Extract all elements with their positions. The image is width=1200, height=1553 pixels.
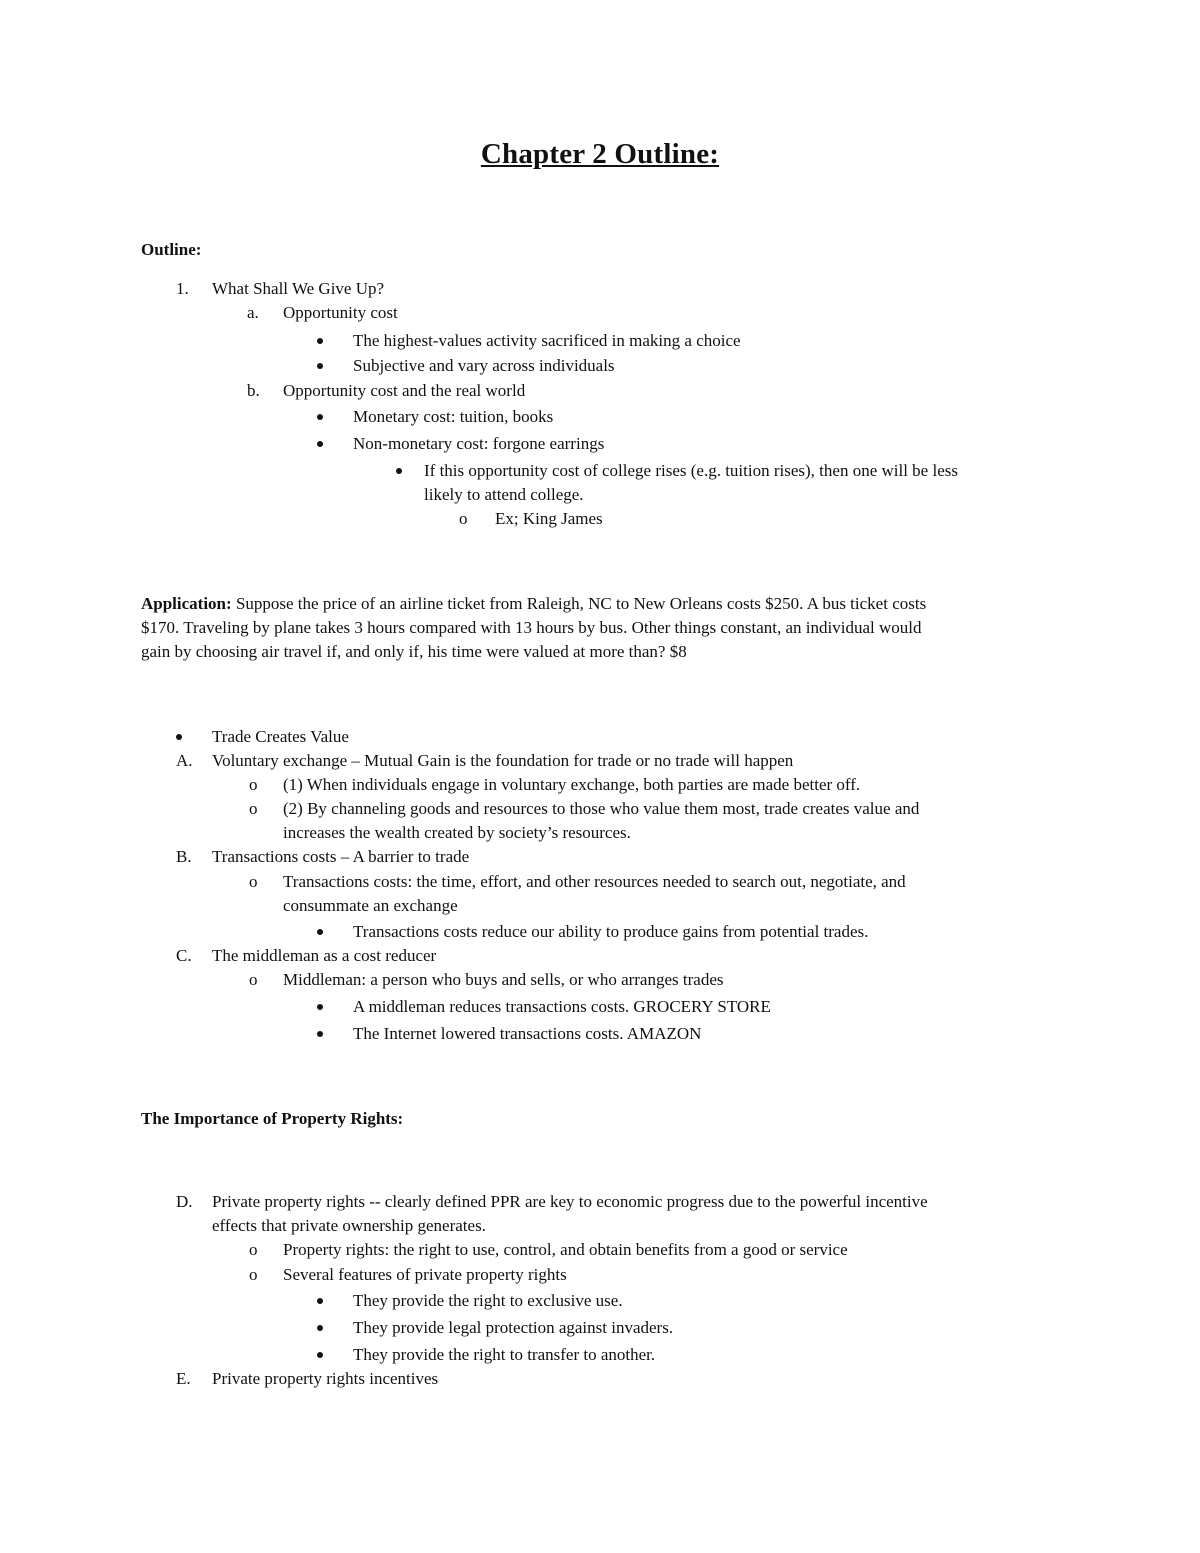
list-item-text: Several features of private property rights <box>283 1265 567 1284</box>
list-item-text: (1) When individuals engage in voluntary exchange, both parties are made better off. <box>283 775 861 794</box>
list-item-text: Monetary cost: tuition, books <box>353 407 554 426</box>
bullet-icon <box>317 414 323 420</box>
bullet-icon <box>317 1325 323 1331</box>
bullet-icon <box>317 441 323 447</box>
list-marker: o <box>249 872 258 891</box>
list-marker: o <box>249 1265 258 1284</box>
paragraph-line: $170. Traveling by plane takes 3 hours compared with 13 hours by bus. Other things constant, an individual would <box>141 618 922 637</box>
trade-item-c <box>176 946 437 966</box>
list-item-text: A middleman reduces transactions costs. GROCERY STORE <box>353 997 771 1016</box>
outline-item-1b <box>247 381 526 401</box>
trade-item-bullet <box>353 1024 701 1044</box>
property-item-bullet <box>353 1291 623 1311</box>
list-item-text: Property rights: the right to use, control, and obtain benefits from a good or service <box>283 1240 848 1259</box>
bullet-icon <box>317 338 323 344</box>
list-item-text: Trade Creates Value <box>212 727 349 746</box>
outline-item-bullet <box>424 461 958 481</box>
bullet-icon <box>317 1031 323 1037</box>
list-marker: o <box>249 775 258 794</box>
outline-item-1a <box>247 303 398 323</box>
bullet-icon <box>317 929 323 935</box>
outline-item-bullet <box>353 434 604 454</box>
list-item-text: Private property rights incentives <box>212 1369 439 1388</box>
property-item-d <box>176 1192 928 1212</box>
property-heading: The Importance of Property Rights: <box>141 1109 404 1128</box>
list-item-text: If this opportunity cost of college rises (e.g. tuition rises), then one will be less <box>424 461 958 480</box>
list-item-text: Transactions costs reduce our ability to produce gains from potential trades. <box>353 922 869 941</box>
list-marker: E. <box>176 1369 191 1388</box>
trade-item-bullet <box>353 997 771 1017</box>
property-item-sub <box>249 1265 567 1285</box>
list-item-text: Transactions costs – A barrier to trade <box>212 847 470 866</box>
property-item-sub <box>249 1240 848 1260</box>
trade-item-continuation <box>283 823 631 843</box>
bullet-icon <box>176 734 182 740</box>
list-item-text: consummate an exchange <box>283 896 458 915</box>
list-item-text: Opportunity cost <box>283 303 398 322</box>
list-marker: o <box>249 1240 258 1259</box>
list-item-text: Opportunity cost and the real world <box>283 381 526 400</box>
bullet-icon <box>317 1298 323 1304</box>
list-item-text: They provide legal protection against invaders. <box>353 1318 674 1337</box>
list-item-text: Voluntary exchange – Mutual Gain is the foundation for trade or no trade will happen <box>212 751 794 770</box>
property-item-continuation <box>212 1216 486 1236</box>
list-marker: o <box>459 509 468 528</box>
page-title: Chapter 2 Outline: <box>480 138 720 170</box>
trade-item-sub <box>249 799 920 819</box>
bullet-icon <box>396 468 402 474</box>
bullet-icon <box>317 1352 323 1358</box>
outline-item-bullet <box>353 407 553 427</box>
outline-heading: Outline: <box>141 240 202 259</box>
paragraph-line <box>141 592 1041 616</box>
list-item-text: Ex; King James <box>495 509 603 528</box>
paragraph-text: Suppose the price of an airline ticket from Raleigh, NC to New Orleans costs $250. A bus ticket costs <box>231 594 927 613</box>
list-marker: a. <box>247 303 259 322</box>
list-item-text: Middleman: a person who buys and sells, or who arranges trades <box>283 970 724 989</box>
list-marker: o <box>249 970 258 989</box>
trade-item-bullet <box>212 727 349 747</box>
list-item-text: The Internet lowered transactions costs. AMAZON <box>353 1024 702 1043</box>
application-paragraph <box>141 592 1041 664</box>
list-marker: A. <box>176 751 193 770</box>
bullet-icon <box>317 1004 323 1010</box>
list-marker: 1. <box>176 279 189 298</box>
list-item-text: The highest-values activity sacrificed in making a choice <box>353 331 741 350</box>
application-label: Application: <box>141 594 232 613</box>
outline-item-continuation <box>424 485 584 505</box>
trade-item-sub <box>249 775 861 795</box>
trade-item-sub <box>249 872 906 892</box>
trade-item-b <box>176 847 470 867</box>
paragraph-line: gain by choosing air travel if, and only if, his time were valued at more than? $8 <box>141 642 687 661</box>
property-item-e <box>176 1369 439 1389</box>
trade-item-sub <box>249 970 724 990</box>
property-item-bullet <box>353 1318 673 1338</box>
list-item-text: Subjective and vary across individuals <box>353 356 615 375</box>
list-item-text: increases the wealth created by society’s resources. <box>283 823 631 842</box>
list-marker: B. <box>176 847 192 866</box>
outline-item-1 <box>176 279 385 299</box>
list-item-text: They provide the right to transfer to another. <box>353 1345 656 1364</box>
outline-item-bullet <box>353 356 615 376</box>
trade-item-continuation <box>283 896 458 916</box>
list-item-text: likely to attend college. <box>424 485 584 504</box>
outline-item-bullet <box>353 331 741 351</box>
property-item-bullet <box>353 1345 655 1365</box>
list-item-text: Non-monetary cost: forgone earrings <box>353 434 605 453</box>
list-item-text: The middleman as a cost reducer <box>212 946 437 965</box>
trade-item-bullet <box>353 922 868 942</box>
list-item-text: effects that private ownership generates. <box>212 1216 486 1235</box>
outline-item-sub <box>459 509 603 529</box>
list-marker: D. <box>176 1192 193 1211</box>
list-item-text: They provide the right to exclusive use. <box>353 1291 623 1310</box>
list-marker: C. <box>176 946 192 965</box>
list-item-text: (2) By channeling goods and resources to those who value them most, trade creates value and <box>283 799 920 818</box>
list-marker: b. <box>247 381 260 400</box>
list-item-text: Transactions costs: the time, effort, and other resources needed to search out, negotiate, and <box>283 872 906 891</box>
list-item-text: What Shall We Give Up? <box>212 279 385 298</box>
trade-item-a <box>176 751 794 771</box>
bullet-icon <box>317 363 323 369</box>
list-item-text: Private property rights -- clearly defined PPR are key to economic progress due to the powerful incentive <box>212 1192 928 1211</box>
list-marker: o <box>249 799 258 818</box>
